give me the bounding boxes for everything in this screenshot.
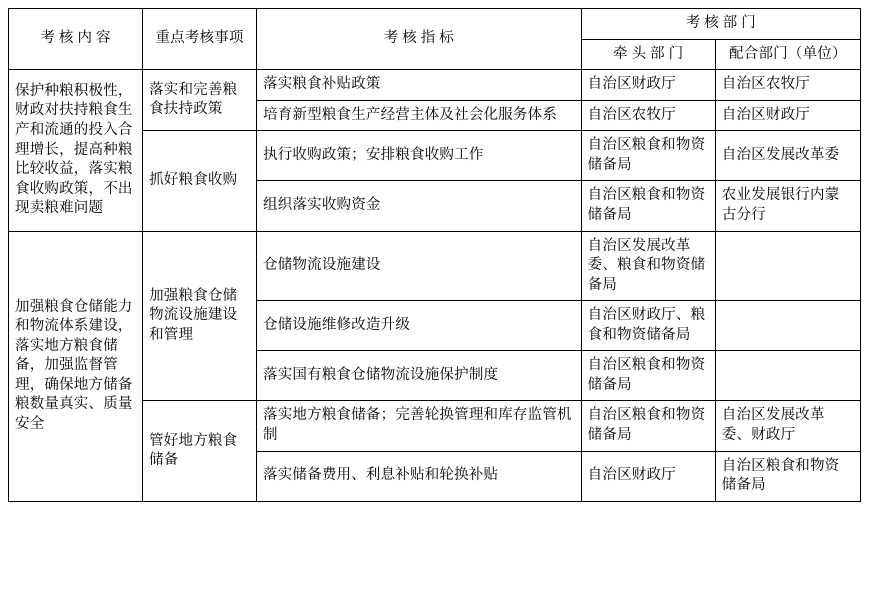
cell-lead-department: 自治区财政厅 — [581, 70, 715, 101]
cell-indicator: 仓储物流设施建设 — [257, 231, 582, 301]
cell-lead-department: 自治区粮食和物资储备局 — [581, 131, 715, 181]
cell-indicator: 落实粮食补贴政策 — [257, 70, 582, 101]
cell-lead-department: 自治区农牧厅 — [581, 100, 715, 131]
header-key-items: 重点考核事项 — [143, 9, 257, 70]
cell-lead-department: 自治区发展改革委、粮食和物资储备局 — [581, 231, 715, 301]
cell-key-item: 加强粮食仓储物流设施建设和管理 — [143, 231, 257, 401]
header-lead-dept: 牵 头 部 门 — [581, 39, 715, 70]
cell-indicator: 培育新型粮食生产经营主体及社会化服务体系 — [257, 100, 582, 131]
cell-key-item: 落实和完善粮食扶持政策 — [143, 70, 257, 131]
table-head — [9, 9, 861, 70]
header-indicators: 考 核 指 标 — [257, 9, 582, 70]
cell-indicator: 落实储备费用、利息补贴和轮换补贴 — [257, 451, 582, 501]
cell-lead-department: 自治区粮食和物资储备局 — [581, 401, 715, 451]
table-row — [9, 231, 861, 301]
cell-assessment-content: 加强粮食仓储能力和物流体系建设，落实地方粮食储备，加强监督管理，确保地方储备粮数量真实、质量安全 — [9, 231, 143, 501]
cell-support-department: 自治区粮食和物资储备局 — [715, 451, 860, 501]
assessment-table — [8, 8, 861, 502]
header-departments: 考 核 部 门 — [581, 9, 860, 40]
cell-support-department: 自治区农牧厅 — [715, 70, 860, 101]
cell-lead-department: 自治区粮食和物资储备局 — [581, 181, 715, 231]
cell-lead-department: 自治区财政厅、粮食和物资储备局 — [581, 301, 715, 351]
cell-lead-department: 自治区粮食和物资储备局 — [581, 351, 715, 401]
cell-support-department: 自治区发展改革委、财政厅 — [715, 401, 860, 451]
cell-indicator: 仓储设施维修改造升级 — [257, 301, 582, 351]
cell-lead-department: 自治区财政厅 — [581, 451, 715, 501]
cell-support-department — [715, 301, 860, 351]
cell-support-department — [715, 351, 860, 401]
cell-indicator: 执行收购政策；安排粮食收购工作 — [257, 131, 582, 181]
header-support-dept: 配合部门（单位） — [715, 39, 860, 70]
cell-assessment-content: 保护种粮积极性，财政对扶持粮食生产和流通的投入合理增长，提高种粮比较收益，落实粮食收购政策，不出现卖粮难问题 — [9, 70, 143, 231]
cell-support-department: 自治区发展改革委 — [715, 131, 860, 181]
cell-support-department: 自治区财政厅 — [715, 100, 860, 131]
table-header-row-1 — [9, 9, 861, 40]
cell-support-department: 农业发展银行内蒙古分行 — [715, 181, 860, 231]
cell-key-item: 管好地方粮食储备 — [143, 401, 257, 501]
table-body — [9, 70, 861, 502]
header-content: 考 核 内 容 — [9, 9, 143, 70]
cell-indicator: 组织落实收购资金 — [257, 181, 582, 231]
cell-support-department — [715, 231, 860, 301]
table-row — [9, 70, 861, 101]
cell-key-item: 抓好粮食收购 — [143, 131, 257, 231]
cell-indicator: 落实国有粮食仓储物流设施保护制度 — [257, 351, 582, 401]
cell-indicator: 落实地方粮食储备；完善轮换管理和库存监管机制 — [257, 401, 582, 451]
